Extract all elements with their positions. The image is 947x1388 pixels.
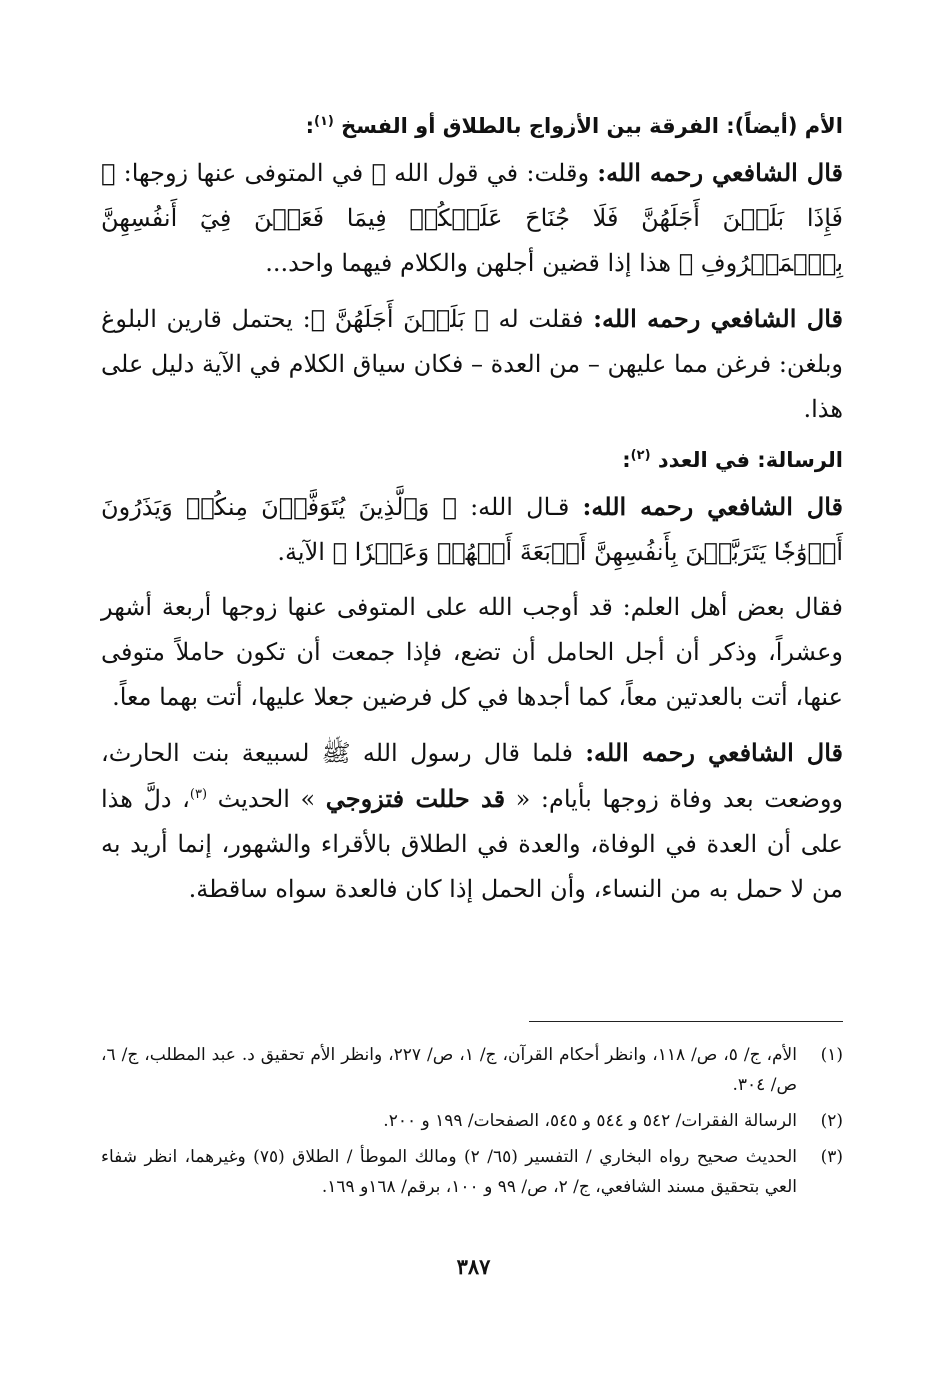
paragraph-5 bbox=[101, 730, 843, 912]
speaker-label: قال الشافعي رحمه الله: bbox=[585, 738, 843, 767]
paragraph-text: قـال الله: ﴿ وَٱلَّذِينَ يُتَوَفَّوۡنَ مِنكُمۡ وَيَذَرُونَ أَزۡوَٰجٗا يَتَرَبَّصۡنَ بِأَنفُسِهِنَّ أَرۡبَعَةَ أَشۡهُرٖ وَعَشۡرٗا ﴾ الآية. bbox=[101, 493, 843, 566]
hadith-quote: قد حللت فتزوجي bbox=[325, 784, 506, 813]
paragraph-text: » الحديث bbox=[207, 785, 326, 813]
footnote-ref-3[interactable]: (٣) bbox=[189, 787, 208, 802]
footnotes bbox=[101, 1040, 843, 1208]
speaker-label: قال الشافعي رحمه الله: bbox=[597, 158, 843, 187]
paragraph-text: وقلت: في قول الله ﷻ في المتوفى عنها زوجها: ﴿ فَإِذَا بَلَغۡنَ أَجَلَهُنَّ فَلَا جُنَاحَ عَلَيۡكُمۡ فِيمَا فَعَلۡنَ فِيٓ أَنفُسِهِنَّ بِٱلۡمَعۡرُوفِ ﴾ هذا إذا قضين أجلهن والكلام فيهما واحد... bbox=[101, 159, 843, 277]
footnote-ref-2[interactable]: (٢) bbox=[630, 448, 651, 463]
paragraph-text: فقال بعض أهل العلم: قد أوجب الله على المتوفى عنها زوجها أربعة أشهر وعشراً، وذكر أن أجل الحامل أن تضع، فإذا جمعت أن تكون حاملاً متوفى عنها، أتت بالعدتين معاً، كما أجدها في كل فرضين جعلا عليها، أتت بهما معاً. bbox=[101, 593, 843, 711]
heading-text: الرسالة: في العدد bbox=[657, 448, 843, 472]
main-text bbox=[101, 108, 843, 922]
heading-colon: : bbox=[622, 448, 631, 472]
footnote-1 bbox=[101, 1040, 843, 1100]
page-number: ٣٨٧ bbox=[456, 1254, 491, 1279]
footnote-ref-1[interactable]: (١) bbox=[313, 114, 334, 129]
section-heading-risala bbox=[101, 442, 843, 478]
paragraph-4 bbox=[101, 585, 843, 720]
heading-text: الأم (أيضاً): الفرقة بين الأزواج بالطلاق أو الفسخ bbox=[341, 114, 843, 138]
section-heading-umm bbox=[101, 108, 843, 144]
footnote-number: (١) bbox=[820, 1045, 843, 1065]
footnote-text: الأم، ج/ ٥، ص/ ١١٨، وانظر أحكام القرآن، ج/ ١، ص/ ٢٢٧، وانظر الأم تحقيق د. عبد المطلب، ج/ ٦، ص/ ٣٠٤. bbox=[101, 1045, 797, 1095]
footnote-2 bbox=[101, 1106, 843, 1136]
paragraph-3 bbox=[101, 484, 843, 575]
footnote-text: الرسالة الفقرات/ ٥٤٢ و ٥٤٤ و ٥٤٥، الصفحات/ ١٩٩ و ٢٠٠. bbox=[383, 1111, 797, 1131]
paragraph-text: ، دلَّ هذا على أن العدة في الوفاة، والعدة في الطلاق بالأقراء والشهور، إنما أريد به من لا حمل به من النساء، وأن الحمل إذا كان فالعدة سواه ساقطة. bbox=[101, 785, 843, 903]
footnote-3 bbox=[101, 1142, 843, 1202]
footnote-number: (٢) bbox=[820, 1111, 843, 1131]
footnote-number: (٣) bbox=[820, 1147, 843, 1167]
paragraph-1 bbox=[101, 150, 843, 286]
paragraph-text: فلما قال رسول الله ﷺ لسبيعة بنت الحارث، ووضعت بعد وفاة زوجها بأيام: « bbox=[101, 739, 843, 813]
heading-colon: : bbox=[305, 114, 314, 138]
paragraph-2 bbox=[101, 296, 843, 432]
footnote-text: الحديث صحيح رواه البخاري / التفسير (٦٥/ ٢) ومالك الموطأ / الطلاق (٧٥) وغيرهما، انظر شفاء العي بتحقيق مسند الشافعي، ج/ ٢، ص/ ٩٩ و ١٠٠، برقم/ ١٦٨و ١٦٩. bbox=[101, 1147, 797, 1197]
speaker-label: قال الشافعي رحمه الله: bbox=[582, 492, 843, 521]
paragraph-text: فقلت له ﴿ بَلَغۡنَ أَجَلَهُنَّ ﴾: يحتمل قارين البلوغ وبلغن: فرغن مما عليهن – من العدة – فكان سياق الكلام في الآية دليل على هذا. bbox=[101, 305, 843, 423]
speaker-label: قال الشافعي رحمه الله: bbox=[593, 304, 843, 333]
footnote-separator bbox=[529, 1021, 843, 1022]
